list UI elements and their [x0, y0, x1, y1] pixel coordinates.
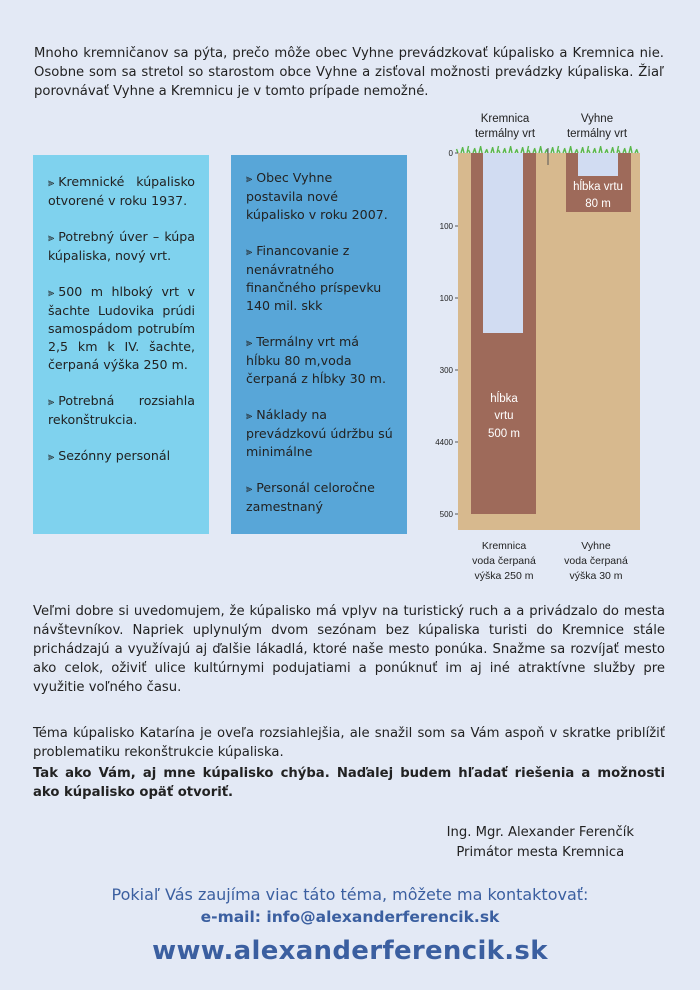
grass-blade [613, 147, 615, 153]
grass-blade [469, 150, 471, 153]
grass-blade [559, 150, 561, 153]
vyhne-water-column [578, 153, 618, 176]
list-item: ⫸ Potrebný úver – kúpa kúpaliska, nový vrt. [48, 229, 195, 263]
grass-blade [607, 149, 609, 153]
grass-blade [535, 148, 537, 153]
list-item: ⫸ Sezónny personál [48, 448, 171, 463]
grass-blade [617, 146, 619, 153]
axis-tick-label: 100 [439, 294, 453, 303]
axis-tick-label: 500 [439, 510, 453, 519]
grass-blade [527, 146, 529, 153]
grass-blade [545, 150, 547, 153]
grass-blade [497, 146, 499, 153]
grass-strip [457, 146, 639, 153]
grass-blade [583, 147, 585, 153]
grass-blade [493, 147, 495, 153]
grass-blade [601, 146, 603, 153]
website-link[interactable]: www.alexanderferencik.sk [152, 936, 548, 966]
axis-tick-label: 300 [439, 366, 453, 375]
body-paragraph: Veľmi dobre si uvedomujem, že kúpalisko má vplyv na turistický ruch a a privádzalo do mesta návštevníkov. Napriek uplynulým dvom sezónam bez kúpaliska turisti do Kremnice stále prichádzajú a využívajú aj ďalšie lákadlá, ktoré naše mesto ponúka. Snažme sa rozvíjať mesto ako celok, oživiť ulice kultúrnymi podujatiami a ponúknuť im aj iné atraktívne služby pre využitie voľného času. [33, 604, 665, 695]
axis-tick-label: 4400 [435, 438, 453, 447]
arrow-bullet-icon: ⫸ [48, 286, 55, 299]
arrow-bullet-icon: ⫸ [246, 482, 253, 495]
kremnica-top-label-1: Kremnica [480, 113, 530, 125]
list-item: ⫸ Kremnické kúpalisko otvorené v roku 1937. [48, 174, 195, 208]
grass-blade [605, 150, 607, 153]
grass-blade [587, 146, 589, 153]
arrow-bullet-icon: ⫸ [246, 245, 253, 258]
list-item: ⫸ Financovanie z nenávratného finančného príspevku 140 mil. skk [246, 243, 382, 313]
vyhne-depth-label-2: 80 m [585, 198, 611, 210]
list-item: ⫸ 500 m hlboký vrt v šachte Ludovika prúdi samospádom potrubím 2,5 km k IV. šachte, čerpaná výška 250 m. [48, 284, 195, 372]
grass-blade [571, 146, 573, 153]
body-paragraph-2: Téma kúpalisko Katarína je oveľa rozsiahlejšia, ale snažil som sa Vám aspoň v skratke priblížiť problematiku rekonštrukcie kúpaliska. [33, 726, 665, 760]
grass-blade [475, 148, 477, 153]
grass-blade [529, 150, 531, 153]
grass-blade [505, 148, 507, 153]
vyhne-depth-label-1: hĺbka vrtu [573, 181, 623, 193]
well-depth-diagram [430, 110, 670, 590]
arrow-bullet-icon: ⫸ [246, 172, 253, 185]
vyhne-info-box [231, 155, 407, 534]
list-item: ⫸ Náklady na prevádzkovú údržbu sú minimálne [246, 407, 393, 459]
grass-blade [541, 146, 543, 153]
vyhne-bottom-label-3: výška 30 m [569, 570, 623, 582]
kremnica-water-column [483, 153, 523, 333]
arrow-bullet-icon: ⫸ [48, 450, 55, 463]
grass-blade [463, 147, 465, 153]
grass-blade [635, 150, 637, 153]
kremnica-depth-label-2: vrtu [494, 410, 514, 422]
list-item: ⫸ Personál celoročne zamestnaný [246, 480, 375, 514]
grass-blade [625, 148, 627, 153]
grass-blade [637, 149, 639, 153]
bold-paragraph: Tak ako Vám, aj mne kúpalisko chýba. Naďalej budem hľadať riešenia a možnosti ako kúpalisko opäť otvoriť. [33, 766, 665, 800]
list-item: ⫸ Obec Vyhne postavila nové kúpalisko v roku 2007. [246, 170, 388, 222]
kremnica-bottom-label-2: voda čerpaná [472, 555, 536, 567]
kremnica-info-box [33, 155, 209, 534]
axis-tick-label: 100 [439, 222, 453, 231]
grass-blade [517, 149, 519, 153]
grass-blade [467, 146, 469, 153]
grass-blade [553, 147, 555, 153]
kremnica-top-label-2: termálny vrt [474, 128, 536, 140]
grass-blade [481, 146, 483, 153]
arrow-bullet-icon: ⫸ [48, 176, 55, 189]
grass-blade [595, 148, 597, 153]
grass-blade [487, 149, 489, 153]
grass-blade [619, 150, 621, 153]
list-item: ⫸ Potrebná rozsiahla rekonštrukcia. [48, 393, 195, 427]
kremnica-bottom-label-1: Kremnica [481, 540, 527, 552]
grass-blade [523, 147, 525, 153]
contact-line: Pokiaľ Vás zaujíma viac táto téma, môžete ma kontaktovať: [111, 885, 589, 904]
grass-blade [631, 146, 633, 153]
kremnica-depth-label-3: 500 m [488, 428, 520, 440]
vyhne-top-label-1: Vyhne [580, 113, 614, 125]
vyhne-bottom-label-1: Vyhne [581, 540, 611, 552]
signature-block [447, 823, 634, 863]
grass-blade [557, 146, 559, 153]
email-link[interactable]: e-mail: info@alexanderferencik.sk [200, 908, 500, 926]
kremnica-depth-label-1: hĺbka [490, 393, 518, 405]
grass-blade [577, 149, 579, 153]
vyhne-bottom-label-2: voda čerpaná [564, 555, 628, 567]
grass-blade [589, 150, 591, 153]
arrow-bullet-icon: ⫸ [48, 231, 55, 244]
axis-tick-label: 0 [448, 149, 453, 158]
depth-axis [435, 149, 458, 519]
arrow-bullet-icon: ⫸ [48, 395, 55, 408]
grass-blade [485, 150, 487, 153]
arrow-bullet-icon: ⫸ [246, 336, 253, 349]
intro-paragraph: Mnoho kremničanov sa pýta, prečo môže obec Vyhne prevádzkovať kúpalisko a Kremnica nie. Osobne som sa stretol so starostom obce Vyhne a zisťoval možnosti prevádzky kúpaliska. Žiaľ porovnávať Vyhne a Kremnicu je v tomto prípade nemožné. [34, 46, 664, 99]
vyhne-top-label-2: termálny vrt [566, 128, 628, 140]
grass-blade [575, 150, 577, 153]
grass-blade [511, 146, 513, 153]
grass-blade [515, 150, 517, 153]
grass-blade [499, 150, 501, 153]
kremnica-bottom-label-3: výška 250 m [474, 570, 534, 582]
grass-blade [565, 148, 567, 153]
arrow-bullet-icon: ⫸ [246, 409, 253, 422]
signature-title: Primátor mesta Kremnica [456, 845, 625, 860]
list-item: ⫸ Termálny vrt má hĺbku 80 m,voda čerpaná z hĺbky 30 m. [246, 334, 386, 386]
grass-blade [457, 149, 459, 153]
signature-name: Ing. Mgr. Alexander Ferenčík [446, 825, 634, 840]
